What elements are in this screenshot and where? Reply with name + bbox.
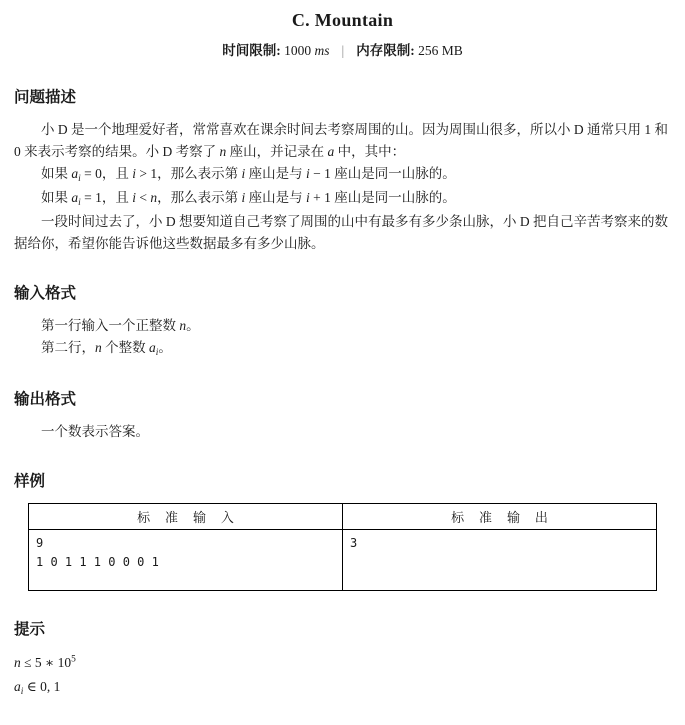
sample-output-line: 3 [350, 535, 358, 550]
section-heading-sample: 样例 [14, 472, 46, 490]
page-title: C. Mountain [291, 10, 394, 30]
section-heading-description: 问题描述 [14, 89, 77, 106]
section-heading-input: 输入格式 [14, 284, 77, 302]
limits-line: 时间限制: 1000 ms | 内存限制: 256 MB [222, 43, 463, 58]
sample-input-header: 标 准 输 入 [29, 503, 343, 529]
output-paragraph: 一个数表示答案。 [41, 423, 149, 439]
description-paragraph: 如果 $a_i = 1$，且 i < n，那么表示第 i 座山是与 i + 1 座山是同一山脉的。 [41, 189, 456, 208]
input-paragraph: 第一行输入一个正整数 n。 [41, 317, 200, 333]
sample-output-cell [343, 529, 657, 590]
sample-input-cell [29, 529, 343, 590]
section-heading-output: 输出格式 [14, 390, 77, 408]
description-paragraph: 如果 $a_i = 0$，且 i > 1，那么表示第 i 座山是与 i − 1 座山是同一山脉的。 [41, 165, 456, 184]
input-paragraph: 第二行，n 个整数 $a_i$。 [41, 339, 172, 358]
description-paragraph: 小 D 是一个地理爱好者，常常喜欢在课余时间去考察周围的山。因为周围山很多，所以小 D 通常只用 1 和 0 来表示考察的结果。小 D 考察了 n 座山，并记录在 a 中，其中： [14, 122, 668, 159]
sample-output-header: 标 准 输 出 [343, 503, 657, 529]
hint-line: $a_i$ ∈ 0, 1 [14, 678, 61, 697]
sample-input-line: 9 [36, 535, 44, 550]
sample-table-header-row [29, 503, 657, 529]
sample-table [28, 503, 657, 591]
section-heading-hint: 提示 [14, 620, 46, 638]
description-paragraph: 一段时间过去了，小 D 想要知道自己考察了周围的山中有最多有多少条山脉，小 D 把自己辛苦考察来的数据给你，希望你能告诉他这些数据最多有多少山脉。 [14, 214, 668, 251]
sample-table-row [29, 529, 657, 590]
sample-input-line: 1 0 1 1 1 0 0 0 1 [36, 554, 159, 569]
hint-line: n ≤ 5 ∗ $10^5$ [14, 654, 76, 670]
